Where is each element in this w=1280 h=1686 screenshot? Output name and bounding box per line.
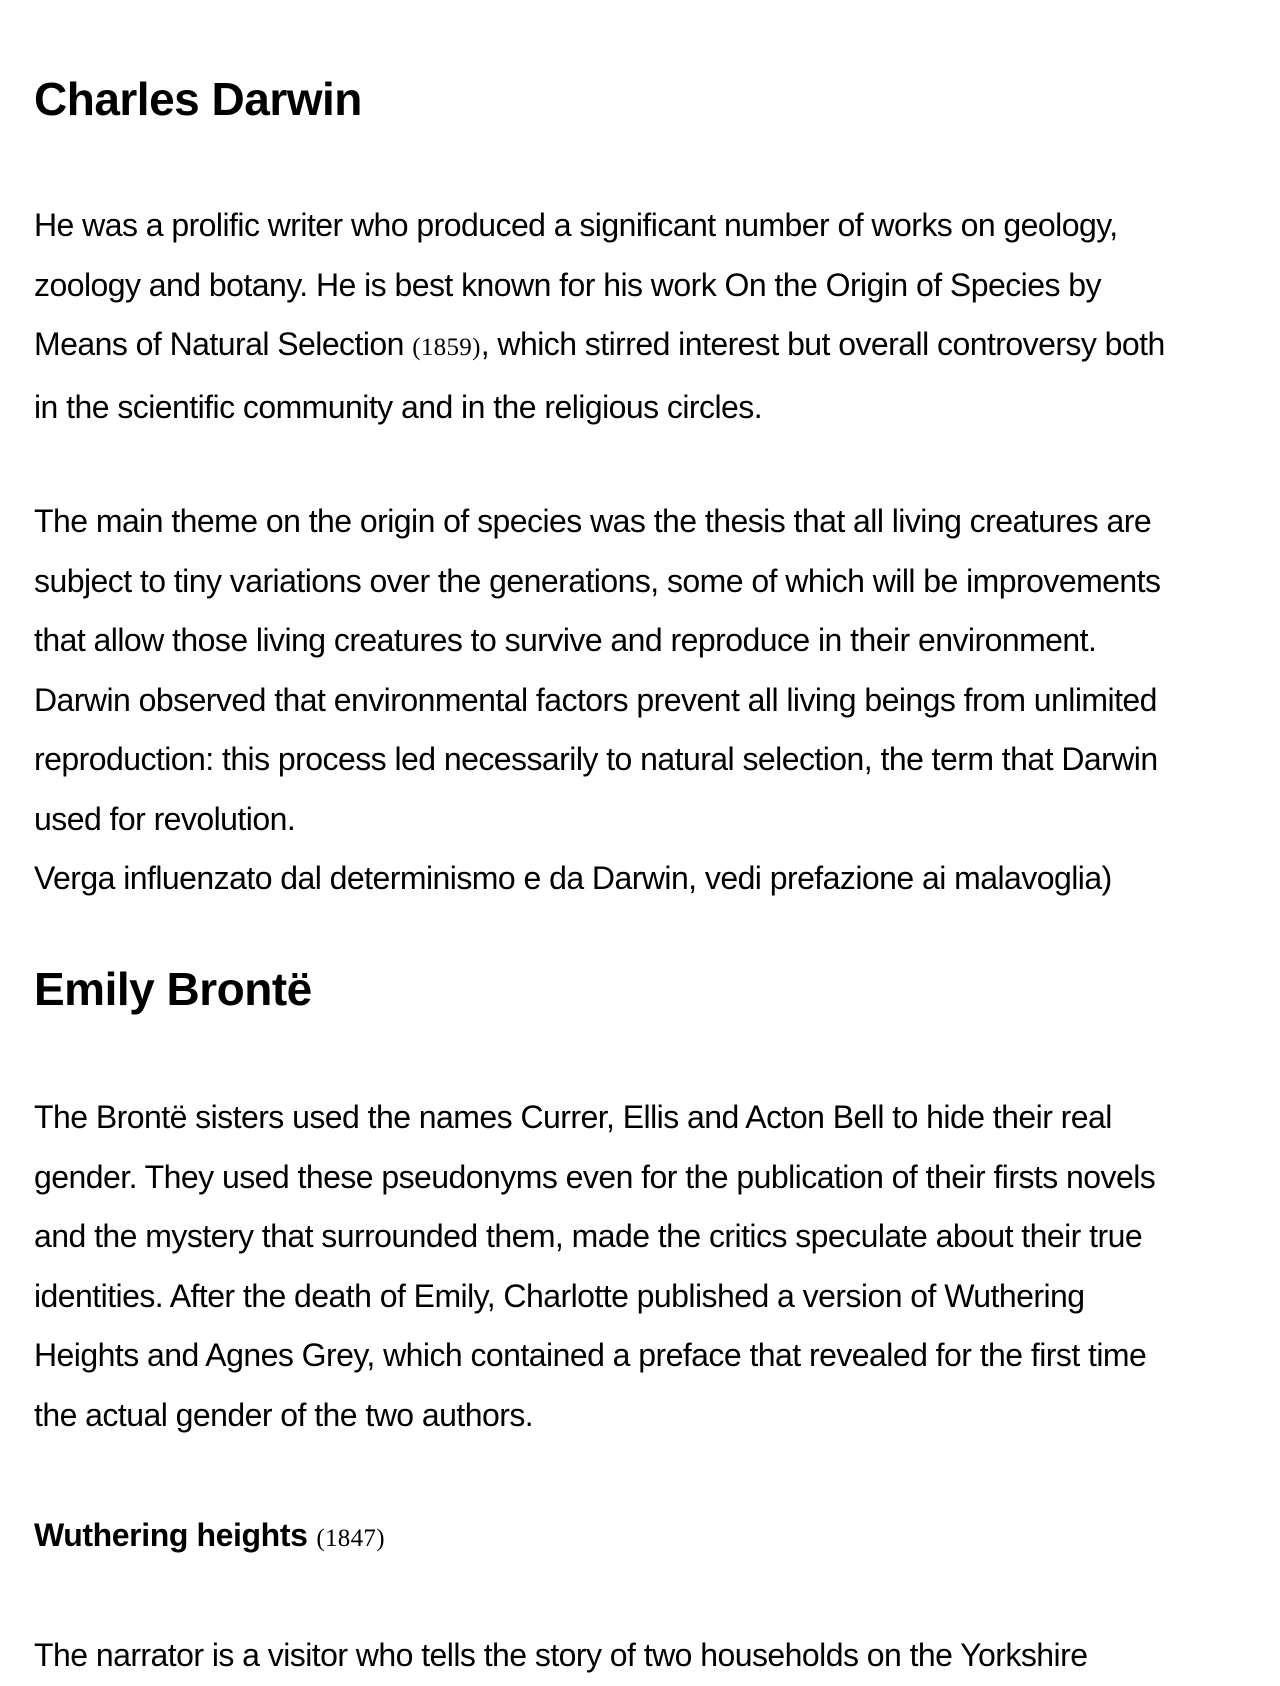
text-line: and the mystery that surrounded them, made the critics speculate about their true [34,1218,1143,1254]
subsection-heading-wuthering-heights [34,1506,385,1569]
text-line: in the scientific community and in the religious circles. [34,388,763,425]
bronte-paragraph-1 [34,1088,1155,1445]
text-line: identities. After the death of Emily, Charlotte published a version of Wuthering [34,1277,1085,1314]
text-line: Verga influenzato dal determinismo e da Darwin, vedi prefazione ai malavoglia) [34,860,1112,896]
text-fragment: Means of Natural Selection [34,326,413,362]
text-line: He was a prolific writer who produced a significant number of works on geology, [34,207,1118,243]
text-line: The narrator is a visitor who tells the story of two households on the Yorkshire [34,1637,1088,1673]
wuthering-heights-paragraph-1 [34,1626,1087,1686]
text-line: reproduction: this process led necessarily to natural selection, the term that Darwin [34,741,1158,777]
text-line: The Brontë sisters used the names Currer, Ellis and Acton Bell to hide their real [34,1099,1112,1135]
text-line: zoology and botany. He is best known for his work On the Origin of Species by [34,266,1101,303]
text-line: that allow those living creatures to survive and reproduce in their environment. [34,622,1097,658]
text-line: gender. They used these pseudonyms even for the publication of their firsts novels [34,1158,1156,1195]
publication-date: (1847) [316,1525,385,1552]
text-line: subject to tiny variations over the generations, some of which will be improvements [34,562,1161,599]
text-line: Heights and Agnes Grey, which contained a preface that revealed for the first time [34,1337,1147,1373]
section-title-emily-bronte: Emily Brontë [34,963,312,1015]
text-line: The main theme on the origin of species was the thesis that all living creatures are [34,503,1152,539]
text-line: the actual gender of the two authors. [34,1396,534,1433]
text-fragment: , which stirred interest but overall controversy both [480,326,1165,362]
publication-date: (1859) [412,334,481,361]
text-line: Darwin observed that environmental factors prevent all living beings from unlimited [34,681,1157,718]
subsection-title: Wuthering heights [34,1517,308,1553]
darwin-paragraph-1 [34,196,1165,437]
section-title-charles-darwin: Charles Darwin [34,73,362,125]
text-line [34,315,1165,378]
darwin-paragraph-2 [34,492,1160,909]
text-line: used for revolution. [34,800,296,837]
